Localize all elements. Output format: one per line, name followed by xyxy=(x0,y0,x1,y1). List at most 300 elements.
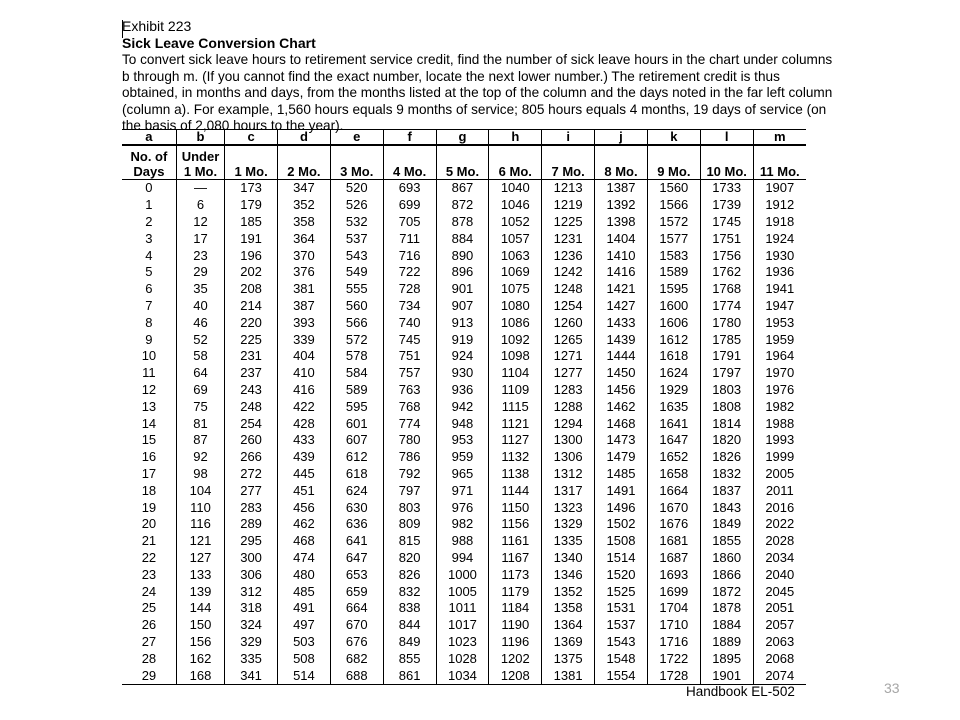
hours-cell: 693 xyxy=(383,180,436,197)
hours-cell: 815 xyxy=(383,533,436,550)
hours-cell: 1664 xyxy=(647,482,700,499)
hours-cell: 1046 xyxy=(489,197,542,214)
days-cell: 14 xyxy=(141,415,157,431)
hours-cell: 1791 xyxy=(700,348,753,365)
column-letter-row xyxy=(122,130,806,146)
days-cell: 23 xyxy=(141,566,157,582)
hours-cell: 1132 xyxy=(489,449,542,466)
days-cell: 24 xyxy=(141,583,157,599)
hours-cell: 404 xyxy=(278,348,331,365)
hours-cell: 699 xyxy=(383,197,436,214)
hours-cell: 231 xyxy=(225,348,278,365)
hours-cell: 1000 xyxy=(436,566,489,583)
days-cell: 28 xyxy=(141,650,157,666)
hours-cell: 1075 xyxy=(489,281,542,298)
hours-cell: 40 xyxy=(176,298,224,315)
hours-cell: 948 xyxy=(436,415,489,432)
hours-cell: 208 xyxy=(225,281,278,298)
hours-cell: 1959 xyxy=(753,331,806,348)
page-number: 33 xyxy=(884,680,900,696)
column-header: Under 1 Mo. xyxy=(176,145,224,180)
days-cell: 12 xyxy=(141,381,157,397)
days-cell: 15 xyxy=(141,432,157,448)
table-row xyxy=(122,482,806,499)
hours-cell: 1485 xyxy=(595,466,648,483)
table-row xyxy=(122,650,806,667)
days-cell: 19 xyxy=(141,499,157,515)
hours-cell: 1491 xyxy=(595,482,648,499)
hours-cell: 1225 xyxy=(542,214,595,231)
table-row xyxy=(122,667,806,684)
hours-cell: 1531 xyxy=(595,600,648,617)
hours-cell: 339 xyxy=(278,331,331,348)
hours-cell: 809 xyxy=(383,516,436,533)
hours-cell: 1884 xyxy=(700,617,753,634)
hours-cell: 1589 xyxy=(647,264,700,281)
hours-cell: 1681 xyxy=(647,533,700,550)
exhibit-number: Exhibit 223 xyxy=(122,18,192,34)
hours-cell: 92 xyxy=(176,449,224,466)
hours-cell: 1265 xyxy=(542,331,595,348)
hours-cell: 636 xyxy=(330,516,383,533)
hours-cell: 445 xyxy=(278,466,331,483)
hours-cell: 1034 xyxy=(436,667,489,684)
hours-cell: 1080 xyxy=(489,298,542,315)
hours-cell: 624 xyxy=(330,482,383,499)
hours-cell: 1849 xyxy=(700,516,753,533)
hours-cell: 1236 xyxy=(542,247,595,264)
hours-cell: 1219 xyxy=(542,197,595,214)
hours-cell: 1936 xyxy=(753,264,806,281)
hours-cell: 1930 xyxy=(753,247,806,264)
hours-cell: 52 xyxy=(176,331,224,348)
days-cell: 2 xyxy=(145,213,153,229)
hours-cell: 335 xyxy=(225,650,278,667)
hours-cell: 387 xyxy=(278,298,331,315)
hours-cell: 641 xyxy=(330,533,383,550)
hours-cell: 1641 xyxy=(647,415,700,432)
hours-cell: 1595 xyxy=(647,281,700,298)
table-row xyxy=(122,264,806,281)
hours-cell: 1560 xyxy=(647,180,700,197)
hours-cell: 670 xyxy=(330,617,383,634)
hours-cell: 347 xyxy=(278,180,331,197)
hours-cell: 1017 xyxy=(436,617,489,634)
hours-cell: 1543 xyxy=(595,634,648,651)
hours-cell: 329 xyxy=(225,634,278,651)
hours-cell: 1329 xyxy=(542,516,595,533)
column-unit-row xyxy=(122,145,806,180)
footer-source: Handbook EL-502 xyxy=(686,684,795,699)
days-cell: 0 xyxy=(145,180,153,196)
hours-cell: 832 xyxy=(383,583,436,600)
hours-cell: 2063 xyxy=(753,634,806,651)
hours-cell: 924 xyxy=(436,348,489,365)
hours-cell: 797 xyxy=(383,482,436,499)
hours-cell: 422 xyxy=(278,398,331,415)
hours-cell: 520 xyxy=(330,180,383,197)
hours-cell: 1358 xyxy=(542,600,595,617)
hours-cell: 555 xyxy=(330,281,383,298)
days-cell: 9 xyxy=(145,331,153,347)
hours-cell: 1739 xyxy=(700,197,753,214)
hours-cell: 1028 xyxy=(436,650,489,667)
hours-cell: 144 xyxy=(176,600,224,617)
hours-cell: 1889 xyxy=(700,634,753,651)
hours-cell: 1150 xyxy=(489,499,542,516)
hours-cell: 1514 xyxy=(595,550,648,567)
hours-cell: 1156 xyxy=(489,516,542,533)
hours-cell: 1999 xyxy=(753,449,806,466)
hours-cell: 1872 xyxy=(700,583,753,600)
hours-cell: 416 xyxy=(278,382,331,399)
hours-cell: 352 xyxy=(278,197,331,214)
hours-cell: 1306 xyxy=(542,449,595,466)
hours-cell: 1554 xyxy=(595,667,648,684)
hours-cell: 260 xyxy=(225,432,278,449)
hours-cell: 1612 xyxy=(647,331,700,348)
hours-cell: 1121 xyxy=(489,415,542,432)
hours-cell: 491 xyxy=(278,600,331,617)
hours-cell: 1502 xyxy=(595,516,648,533)
column-letter: d xyxy=(278,130,331,146)
hours-cell: 1953 xyxy=(753,314,806,331)
hours-cell: 1167 xyxy=(489,550,542,567)
hours-cell: 370 xyxy=(278,247,331,264)
hours-cell: 474 xyxy=(278,550,331,567)
hours-cell: 46 xyxy=(176,314,224,331)
hours-cell: 456 xyxy=(278,499,331,516)
hours-cell: 936 xyxy=(436,382,489,399)
hours-cell: 595 xyxy=(330,398,383,415)
hours-cell: 1190 xyxy=(489,617,542,634)
hours-cell: 1808 xyxy=(700,398,753,415)
hours-cell: 1052 xyxy=(489,214,542,231)
hours-cell: 150 xyxy=(176,617,224,634)
hours-cell: 2074 xyxy=(753,667,806,684)
hours-cell: 1993 xyxy=(753,432,806,449)
hours-cell: 618 xyxy=(330,466,383,483)
days-cell: 16 xyxy=(141,449,157,465)
column-letter: m xyxy=(753,130,806,146)
hours-cell: 711 xyxy=(383,230,436,247)
hours-cell: 688 xyxy=(330,667,383,684)
hours-cell: 763 xyxy=(383,382,436,399)
hours-cell: 266 xyxy=(225,449,278,466)
hours-cell: 1277 xyxy=(542,365,595,382)
hours-cell: 1606 xyxy=(647,314,700,331)
days-cell: 18 xyxy=(141,482,157,498)
days-cell: 21 xyxy=(141,533,157,549)
hours-cell: 1260 xyxy=(542,314,595,331)
hours-cell: 1520 xyxy=(595,566,648,583)
hours-cell: 1878 xyxy=(700,600,753,617)
hours-cell: 1196 xyxy=(489,634,542,651)
hours-cell: 480 xyxy=(278,566,331,583)
hours-cell: 1109 xyxy=(489,382,542,399)
hours-cell: 1780 xyxy=(700,314,753,331)
hours-cell: 2068 xyxy=(753,650,806,667)
hours-cell: 179 xyxy=(225,197,278,214)
table-row xyxy=(122,566,806,583)
table-row xyxy=(122,298,806,315)
hours-cell: 1416 xyxy=(595,264,648,281)
hours-cell: 1658 xyxy=(647,466,700,483)
hours-cell: 1964 xyxy=(753,348,806,365)
hours-cell: 1548 xyxy=(595,650,648,667)
hours-cell: 659 xyxy=(330,583,383,600)
hours-cell: 121 xyxy=(176,533,224,550)
hours-cell: 1837 xyxy=(700,482,753,499)
hours-cell: 1317 xyxy=(542,482,595,499)
hours-cell: 1288 xyxy=(542,398,595,415)
column-header: 4 Mo. xyxy=(383,145,436,180)
hours-cell: 820 xyxy=(383,550,436,567)
days-cell: 25 xyxy=(141,600,157,616)
hours-cell: 1462 xyxy=(595,398,648,415)
days-cell: 7 xyxy=(145,297,153,313)
document-title: Sick Leave Conversion Chart xyxy=(122,35,316,51)
hours-cell: 468 xyxy=(278,533,331,550)
hours-cell: 1988 xyxy=(753,415,806,432)
hours-cell: 1860 xyxy=(700,550,753,567)
hours-cell: 838 xyxy=(383,600,436,617)
column-header: 5 Mo. xyxy=(436,145,489,180)
hours-cell: 942 xyxy=(436,398,489,415)
hours-cell: 1283 xyxy=(542,382,595,399)
hours-cell: 780 xyxy=(383,432,436,449)
hours-cell: 537 xyxy=(330,230,383,247)
table-row xyxy=(122,617,806,634)
hours-cell: 1577 xyxy=(647,230,700,247)
hours-cell: 1063 xyxy=(489,247,542,264)
hours-cell: 514 xyxy=(278,667,331,684)
column-header: 8 Mo. xyxy=(595,145,648,180)
hours-cell: 664 xyxy=(330,600,383,617)
hours-cell: 451 xyxy=(278,482,331,499)
hours-cell: 324 xyxy=(225,617,278,634)
hours-cell: 23 xyxy=(176,247,224,264)
hours-cell: 1855 xyxy=(700,533,753,550)
column-letter: l xyxy=(700,130,753,146)
hours-cell: 1976 xyxy=(753,382,806,399)
hours-cell: 29 xyxy=(176,264,224,281)
hours-cell: 393 xyxy=(278,314,331,331)
hours-cell: 896 xyxy=(436,264,489,281)
hours-cell: 1069 xyxy=(489,264,542,281)
hours-cell: 786 xyxy=(383,449,436,466)
days-cell: 17 xyxy=(141,465,157,481)
days-cell: 13 xyxy=(141,398,157,414)
hours-cell: 2034 xyxy=(753,550,806,567)
hours-cell: 1751 xyxy=(700,230,753,247)
hours-cell: 1040 xyxy=(489,180,542,197)
hours-cell: 1866 xyxy=(700,566,753,583)
hours-cell: 1340 xyxy=(542,550,595,567)
hours-cell: 1618 xyxy=(647,348,700,365)
hours-cell: 497 xyxy=(278,617,331,634)
hours-cell: 1439 xyxy=(595,331,648,348)
hours-cell: 1392 xyxy=(595,197,648,214)
hours-cell: 1929 xyxy=(647,382,700,399)
hours-cell: 410 xyxy=(278,365,331,382)
hours-cell: 1381 xyxy=(542,667,595,684)
hours-cell: 1624 xyxy=(647,365,700,382)
hours-cell: 1144 xyxy=(489,482,542,499)
days-cell: 20 xyxy=(141,516,157,532)
column-letter: i xyxy=(542,130,595,146)
hours-cell: 1670 xyxy=(647,499,700,516)
days-cell: 27 xyxy=(141,633,157,649)
column-letter: h xyxy=(489,130,542,146)
hours-cell: 2057 xyxy=(753,617,806,634)
hours-cell: 104 xyxy=(176,482,224,499)
hours-cell: 156 xyxy=(176,634,224,651)
hours-cell: 907 xyxy=(436,298,489,315)
hours-cell: 549 xyxy=(330,264,383,281)
column-header: 9 Mo. xyxy=(647,145,700,180)
column-letter: k xyxy=(647,130,700,146)
hours-cell: 1323 xyxy=(542,499,595,516)
hours-cell: 98 xyxy=(176,466,224,483)
conversion-table xyxy=(122,129,806,685)
hours-cell: — xyxy=(176,180,224,197)
hours-cell: 1173 xyxy=(489,566,542,583)
hours-cell: 87 xyxy=(176,432,224,449)
column-header: 3 Mo. xyxy=(330,145,383,180)
column-header: 1 Mo. xyxy=(225,145,278,180)
table-row xyxy=(122,550,806,567)
hours-cell: 728 xyxy=(383,281,436,298)
hours-cell: 1427 xyxy=(595,298,648,315)
hours-cell: 1213 xyxy=(542,180,595,197)
days-cell: 26 xyxy=(141,617,157,633)
hours-cell: 1774 xyxy=(700,298,753,315)
hours-cell: 578 xyxy=(330,348,383,365)
hours-cell: 110 xyxy=(176,499,224,516)
hours-cell: 1508 xyxy=(595,533,648,550)
hours-cell: 220 xyxy=(225,314,278,331)
hours-cell: 965 xyxy=(436,466,489,483)
table-row xyxy=(122,365,806,382)
hours-cell: 1762 xyxy=(700,264,753,281)
hours-cell: 289 xyxy=(225,516,278,533)
hours-cell: 272 xyxy=(225,466,278,483)
hours-cell: 1832 xyxy=(700,466,753,483)
hours-cell: 2040 xyxy=(753,566,806,583)
hours-cell: 872 xyxy=(436,197,489,214)
hours-cell: 1104 xyxy=(489,365,542,382)
hours-cell: 508 xyxy=(278,650,331,667)
hours-cell: 1768 xyxy=(700,281,753,298)
column-header: 7 Mo. xyxy=(542,145,595,180)
hours-cell: 572 xyxy=(330,331,383,348)
hours-cell: 1843 xyxy=(700,499,753,516)
days-cell: 5 xyxy=(145,264,153,280)
column-letter: a xyxy=(122,130,176,146)
hours-cell: 803 xyxy=(383,499,436,516)
hours-cell: 988 xyxy=(436,533,489,550)
hours-cell: 1456 xyxy=(595,382,648,399)
hours-cell: 884 xyxy=(436,230,489,247)
days-cell: 1 xyxy=(145,197,153,213)
column-header: No. of Days xyxy=(122,145,176,180)
hours-cell: 1369 xyxy=(542,634,595,651)
hours-cell: 930 xyxy=(436,365,489,382)
hours-cell: 1525 xyxy=(595,583,648,600)
hours-cell: 1294 xyxy=(542,415,595,432)
hours-cell: 485 xyxy=(278,583,331,600)
table-row xyxy=(122,583,806,600)
hours-cell: 630 xyxy=(330,499,383,516)
hours-cell: 1710 xyxy=(647,617,700,634)
days-cell: 6 xyxy=(145,281,153,297)
hours-cell: 162 xyxy=(176,650,224,667)
hours-cell: 133 xyxy=(176,566,224,583)
hours-cell: 1572 xyxy=(647,214,700,231)
hours-cell: 716 xyxy=(383,247,436,264)
days-cell: 11 xyxy=(142,365,156,381)
hours-cell: 1912 xyxy=(753,197,806,214)
table-row xyxy=(122,180,806,197)
hours-cell: 1011 xyxy=(436,600,489,617)
days-cell: 22 xyxy=(141,549,157,565)
hours-cell: 248 xyxy=(225,398,278,415)
column-header: 2 Mo. xyxy=(278,145,331,180)
table-row xyxy=(122,348,806,365)
column-header: 11 Mo. xyxy=(753,145,806,180)
hours-cell: 682 xyxy=(330,650,383,667)
hours-cell: 1127 xyxy=(489,432,542,449)
hours-cell: 2016 xyxy=(753,499,806,516)
hours-cell: 381 xyxy=(278,281,331,298)
hours-cell: 1814 xyxy=(700,415,753,432)
hours-cell: 676 xyxy=(330,634,383,651)
hours-cell: 1982 xyxy=(753,398,806,415)
column-letter: g xyxy=(436,130,489,146)
column-letter: c xyxy=(225,130,278,146)
hours-cell: 1231 xyxy=(542,230,595,247)
hours-cell: 1023 xyxy=(436,634,489,651)
hours-cell: 1716 xyxy=(647,634,700,651)
table-row xyxy=(122,281,806,298)
hours-cell: 341 xyxy=(225,667,278,684)
hours-cell: 1676 xyxy=(647,516,700,533)
hours-cell: 982 xyxy=(436,516,489,533)
hours-cell: 543 xyxy=(330,247,383,264)
hours-cell: 1947 xyxy=(753,298,806,315)
table-row xyxy=(122,516,806,533)
hours-cell: 1242 xyxy=(542,264,595,281)
hours-cell: 705 xyxy=(383,214,436,231)
hours-cell: 1410 xyxy=(595,247,648,264)
hours-cell: 254 xyxy=(225,415,278,432)
table-row xyxy=(122,533,806,550)
hours-cell: 878 xyxy=(436,214,489,231)
hours-cell: 1387 xyxy=(595,180,648,197)
table-row xyxy=(122,247,806,264)
hours-cell: 722 xyxy=(383,264,436,281)
hours-cell: 1907 xyxy=(753,180,806,197)
days-cell: 4 xyxy=(145,247,153,263)
hours-cell: 1098 xyxy=(489,348,542,365)
hours-cell: 58 xyxy=(176,348,224,365)
hours-cell: 1404 xyxy=(595,230,648,247)
hours-cell: 1473 xyxy=(595,432,648,449)
hours-cell: 64 xyxy=(176,365,224,382)
hours-cell: 1895 xyxy=(700,650,753,667)
hours-cell: 2051 xyxy=(753,600,806,617)
